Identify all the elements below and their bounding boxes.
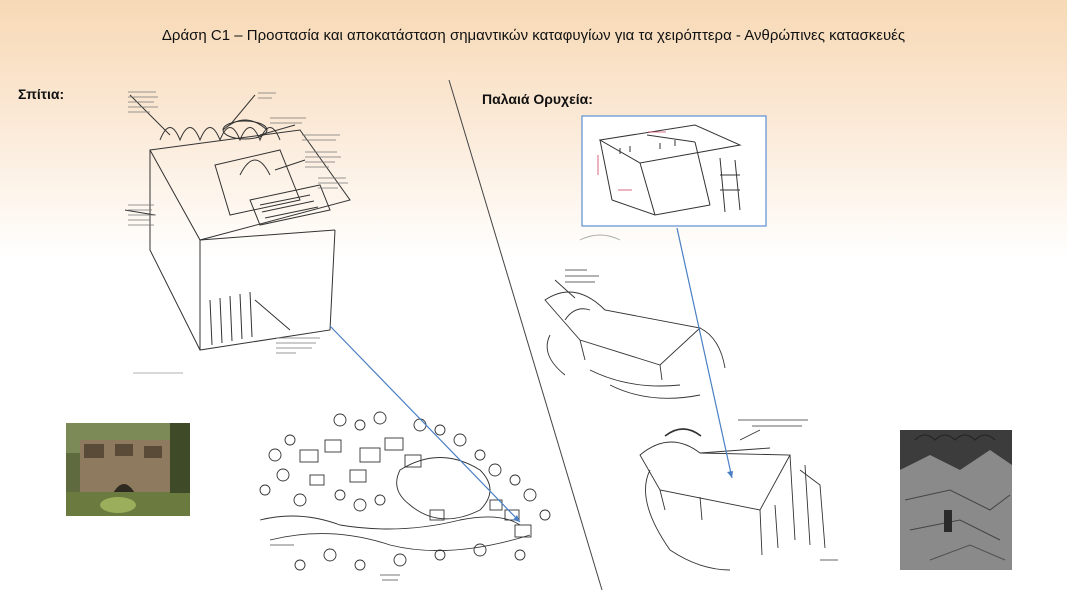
house-sketch bbox=[125, 95, 350, 350]
slide-title: Δράση C1 – Προστασία και αποκατάσταση σημαντικών καταφυγίων για τα χειρόπτερα - Ανθρώπινες κατασκευές bbox=[161, 27, 906, 44]
village-sketch bbox=[260, 412, 550, 580]
mine-sketch-upper bbox=[545, 235, 725, 398]
houses-label: Σπίτια: bbox=[18, 86, 65, 102]
mines-label: Παλαιά Ορυχεία: bbox=[482, 91, 593, 107]
mine-photo bbox=[900, 430, 1012, 570]
ruin-photo bbox=[66, 423, 190, 516]
arrow-frame-to-mine bbox=[677, 228, 733, 478]
mine-structure-frame bbox=[582, 116, 766, 226]
arrow-house-to-village bbox=[330, 326, 520, 522]
mine-sketch-lower bbox=[640, 420, 838, 570]
